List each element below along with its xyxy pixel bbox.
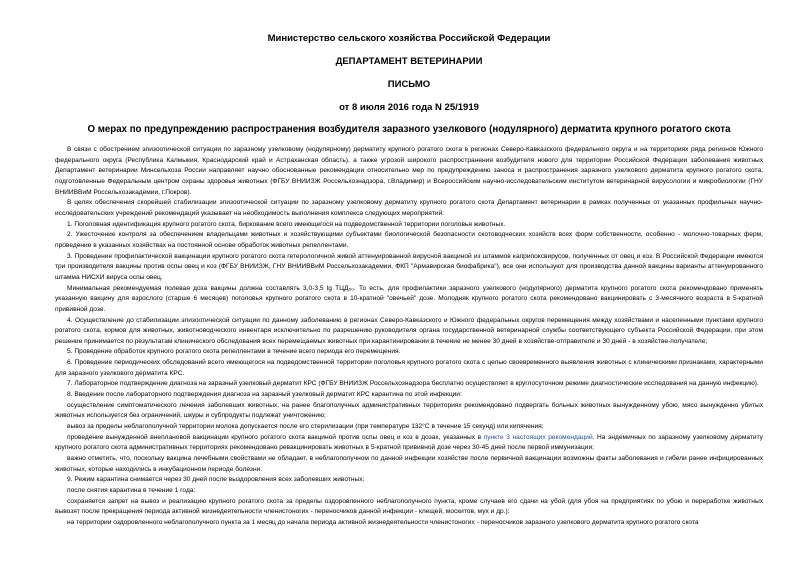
document-title: О мерах по предупреждению распространения возбудителя заразного узелкового (нодулярного) дерматита крупного рогатого скота — [87, 124, 731, 135]
paragraph: В связи с обострением эпизоотической ситуации по заразному узелковому (нодулярному) дерматиту крупного рогатого скота в регионах Северо-Кавказского федерального округа и на территориях ряда регионов Южного федерального округа (Республика Калмыкия, Краснодарский край и Астраханская область), а также угрозой широкого распространения возбудителя нового для территории Российской Федерации заболевания животных Департамент ветеринарии Минсельхоза России направляет научно обоснованные рекомендации относительно мер по предупреждению заноса и распространения заразного узелкового дерматита крупного рогатого скота, подготовленные Федеральным центром охраны здоровья животных (ФГБУ ВНИИЗЖ Россельхознадзора, г.Владимир) и Всероссийским научно-исследовательским институтом ветеринарной вирусологии и микробиологии (ГНУ ВНИИВВиМ Россельхозакадемии, г.Покров). — [55, 146, 763, 196]
paragraph: Минимальная рекомендуемая полевая доза вакцины должна составлять 3,0-3,5 lg ТЦД₅₀. То есть, для профилактики заразного узелкового (нодулярного) дерматита крупного рогатого скота рекомендовано применять указанную вакцину для взрослого (старше 6 месяцев) поголовья крупного рогатого скота в 10-кратной "овечьей" дозе. Молодняк крупного рогатого скота рекомендовано вакцинировать с 3-месячного возраста в 5-кратной прививной дозе. — [55, 284, 763, 313]
document-date-number: от 8 июля 2016 года N 25/1919 — [339, 102, 479, 113]
paragraph: 9. Режим карантина снимается через 30 дней после выздоровления всех заболевших животных; — [67, 476, 365, 484]
paragraph: 2. Ужесточение контроля за обеспечением владельцами животных и хозяйствующими субъектами биологической безопасности скотоводческих хозяйств всех форм собственности, особенно - молочно-товарных ферм, проведение в указанных хозяйствах на постоянной основе обработок животных репеллентами. — [55, 231, 763, 249]
paragraph: 6. Проведение периодических обследований всего имеющегося на подведомственной территории поголовья крупного рогатого скота с целью своевременного выявления животных с клиническими признаками, характерными для заразного узелкового дерматита КРС. — [55, 359, 763, 377]
ministry-heading: Министерство сельского хозяйства Российской Федерации — [267, 33, 551, 44]
paragraph-text-before-link: проведение вынужденной внеплановой вакцинации крупного рогатого скота вакциной против оспы овец и коз в дозах, указанных в — [67, 433, 484, 441]
document-body — [55, 145, 763, 529]
paragraph: 3. Проведение профилактической вакцинации крупного рогатого скота гетерологичной живой аттенуированной вирусной вакциной из штаммов каприпоксвирусов, полученных от овец и коз. В Российской Федерации имеются три производителя вакцины против оспы овец и коз (ФГБУ ВНИИЗЖ, ГНУ ВНИИВВиМ Россельхозакадемии, ФКП "Армавирская биофабрика"), все они используют для производства данной вакцины варианты аттенуированного штамма НИСХИ вируса оспы овец. — [55, 252, 763, 281]
paragraph: важно отметить, что, поскольку вакцина лечебными свойствами не обладает, в неблагополучном по данной инфекции хозяйстве после первичной вакцинации возможны факты заболевания и гибели ранее инфицированных животных, которые находились в инкубационном периоде болезни. — [55, 455, 763, 473]
paragraph-text-after-link: . На эндемичных по заразному узелковому дерматиту крупного рогатого скота административных территориях рекомендовано ревакцинировать животных в 5-кратной прививной дозе через 30-45 дней после первой иммунизации; — [55, 433, 763, 452]
paragraph: 1. Поголовная идентификация крупного рогатого скота, биркование всего имеющегося на подведомственной территории поголовья животных. — [67, 220, 506, 228]
paragraph: 4. Осуществление до стабилизации эпизоотической ситуации по данному заболеванию в регионах Северо-Кавказского и Южного федеральных округов перемещения между хозяйствами и населенными пунктами крупного рогатого скота, кормов для животных, животноводческого инвентаря исключительно по разрешению руководителя органа государственной ветеринарной службы соответствующего субъекта Российской Федерации, при этом решение принимается по результатам клинического обследования всех перемещаемых животных при карантинировании в течение не менее 30 дней в хозяйстве-отправителе и 30 дней - в хозяйстве-получателе; — [55, 316, 763, 345]
paragraph: сохраняется запрет на вывоз и реализацию крупного рогатого скота за пределы оздоровленного неблагополучного пункта, кроме случаев его сдачи на убой (для убоя на предприятиях по убою и переработке животных вывозят после прекращения периода активной жизнедеятельности членистоногих - переносчиков данной инфекции - клещей, москитов, мух и др.); — [55, 497, 763, 516]
paragraph-with-link — [55, 433, 763, 454]
paragraph: осуществление симптоматического лечения заболевших животных; на ранее благополучных административных территориях рекомендовано подвергать больных животных вынужденному убою, мясо вынужденно убитых животных используется без ограничений, шкуры и субпродукты подлежат уничтожению; — [55, 401, 763, 420]
paragraph: В целях обеспечения скорейшей стабилизации эпизоотической ситуации по заразному узелковому дерматиту крупного рогатого скота Департамент ветеринарии в рамках полученных от указанных профильных научно-исследовательских учреждений рекомендаций указывает на необходимость выполнения комплекса следующих мероприятий: — [55, 199, 763, 217]
department-heading: ДЕПАРТАМЕНТ ВЕТЕРИНАРИИ — [335, 56, 483, 67]
document-type: ПИСЬМО — [387, 79, 431, 90]
paragraph: 5. Проведение обработок крупного рогатого скота репеллентами в течение всего периода его перемещения. — [67, 348, 401, 356]
paragraph: 8. Введение после лабораторного подтверждения диагноза на заразный узелковый дерматит КРС карантина по этой инфекции: — [67, 391, 462, 399]
paragraph: после снятия карантина в течение 1 года: — [67, 487, 196, 494]
recommendation-point-3-link[interactable]: пункте 3 настоящих рекомендаций — [483, 433, 593, 441]
paragraph: на территории оздоровленного неблагополучного пункта за 1 месяц до начала периода активной жизнедеятельности членистоногих - переносчиков заразного узелкового дерматита крупного рогатого скота — [67, 518, 699, 526]
paragraph: 7. Лабораторное подтверждение диагноза на заразный узелковый дерматит КРС (ФГБУ ВНИИЗЖ Россельхознадзора бесплатно осуществляет в круглосуточном режиме диагностические исследования на данную инфекцию). — [67, 380, 759, 388]
paragraph: вывоз за пределы неблагополучной территории молока допускается после его стерилизации (при температуре 132°С в течение 15 секунд) или кипячения; — [67, 423, 544, 431]
